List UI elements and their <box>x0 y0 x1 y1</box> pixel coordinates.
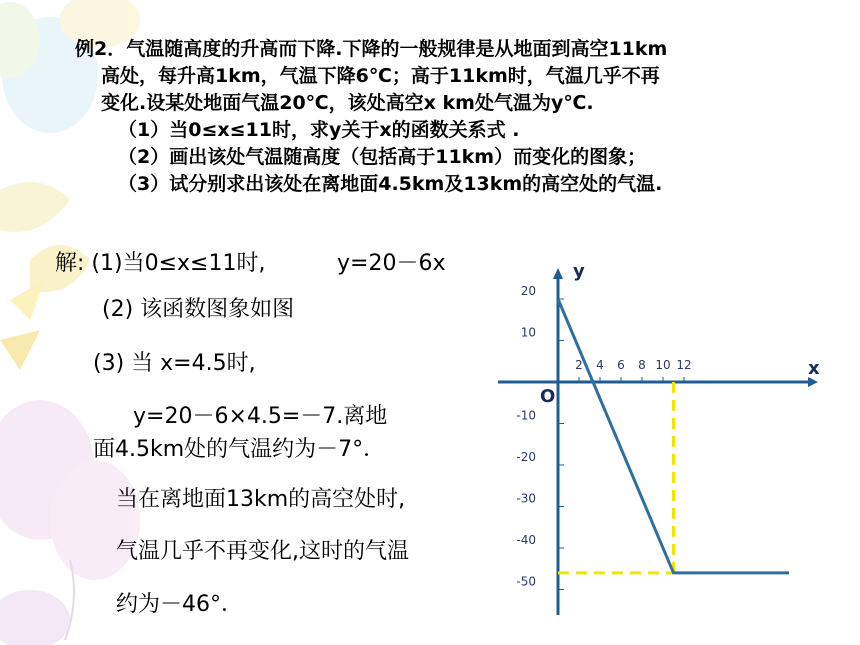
x-tick-label: 12 <box>676 358 692 372</box>
y-tick-label: -20 <box>516 450 536 464</box>
x-axis-label: x <box>808 358 820 379</box>
temperature-graph <box>490 255 830 630</box>
solution-line-2: (2) 该函数图象如图 <box>102 297 295 322</box>
solution-line-1: 解: (1)当0≤x≤11时, <box>55 251 266 276</box>
y-tick-label: 10 <box>520 325 536 340</box>
x-tick-label: 10 <box>655 358 671 372</box>
solution-function: y=20－6x <box>337 251 446 276</box>
solution-line-4: y=20－6×4.5=－7.离地 <box>133 404 388 429</box>
problem-part-1: （1）当0≤x≤11时，求y关于x的函数关系式 . <box>118 119 520 141</box>
solution-line-3: (3) 当 x=4.5时, <box>93 351 256 376</box>
problem-line-2: 高处，每升高1km，气温下降6℃；高于11km时，气温几乎不再 <box>101 65 660 87</box>
y-tick-label: -40 <box>516 533 536 547</box>
problem-part-2: （2）画出该处气温随高度（包括高于11km）而变化的图象； <box>118 146 647 168</box>
y-axis-arrow <box>553 268 563 279</box>
y-tick-label: -30 <box>516 491 536 506</box>
origin-label: O <box>540 386 556 407</box>
solution-line-5: 面4.5km处的气温约为－7°． <box>93 437 386 462</box>
y-tick-label: -10 <box>516 408 536 423</box>
x-tick-label: 4 <box>596 358 604 372</box>
y-tick-label: -50 <box>516 574 536 589</box>
x-tick-label: 8 <box>638 358 646 372</box>
problem-line-3: 变化.设某处地面气温20℃，该处高空x km处气温为y℃. <box>101 92 594 114</box>
solution-line-6: 当在离地面13km的高空处时, <box>116 487 406 512</box>
problem-part-3: （3）试分别求出该处在离地面4.5km及13km的高空处的气温. <box>118 173 663 195</box>
problem-line-1: 例2．气温随高度的升高而下降.下降的一般规律是从地面到高空11km <box>75 38 668 60</box>
y-axis-label: y <box>573 261 585 282</box>
y-tick-label: 20 <box>520 284 536 298</box>
x-tick-label: 2 <box>575 358 583 372</box>
solution-line-7: 气温几乎不再变化,这时的气温 <box>116 539 409 564</box>
solution-line-8: 约为－46°． <box>116 592 243 617</box>
x-tick-label: 6 <box>617 358 625 372</box>
